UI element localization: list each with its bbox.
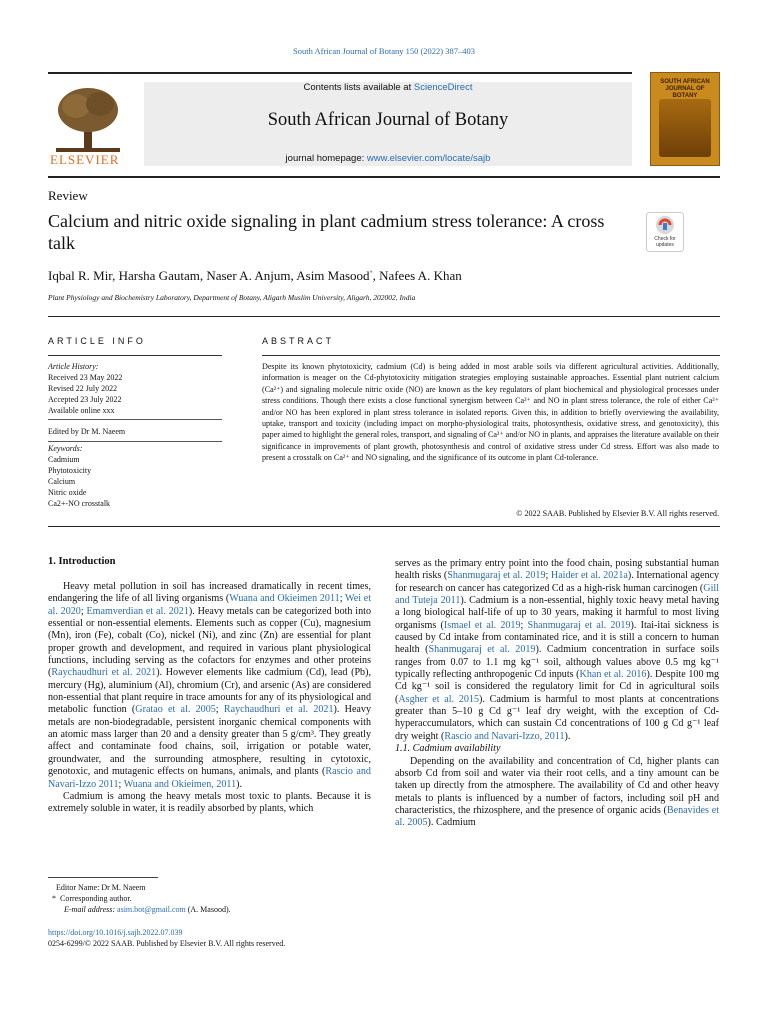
- intro-paragraph-1: [48, 581, 371, 791]
- affiliation-rule: [48, 316, 720, 317]
- paragraph-text: Depending on the availability and concentration of Cd, higher plants can absorb Cd from soil and water via their root cells, and a tiny amount can be taken up directly from the atmosphere. The availability of Cd and other heavy metals to plants is influenced by a number of factors, including soil pH and characteristics, the rhizosphere, and the presence of organic acids (: [395, 755, 719, 816]
- article-info-rule: [48, 355, 222, 356]
- abstract-copyright: © 2022 SAAB. Published by Elsevier B.V. All rights reserved.: [516, 509, 719, 518]
- body-column-right: [395, 558, 719, 830]
- keywords-block: [48, 443, 110, 509]
- paragraph-text: ;: [339, 593, 346, 605]
- contents-line: [144, 82, 632, 93]
- citation-link[interactable]: Wuana and Okieimen, 2011: [123, 778, 237, 790]
- keywords-label: Keywords:: [48, 444, 83, 453]
- keyword-item: Cadmium: [48, 455, 80, 464]
- journal-reference[interactable]: [0, 46, 768, 56]
- affiliation: Plant Physiology and Biochemistry Laboratory, Department of Botany, Aligarh Muslim University, Aligarh, 202002, India: [48, 293, 416, 302]
- abstract-text: Despite its known phytotoxicity, cadmium (Cd) is being added in most arable soils via different agricultural activities. Additionally, information is meager on the Cd-phytotoxicity mitigation strategies employing sustainable approaches. Essential plant nutrient calcium (Ca²⁺) and signaling molecule nitric oxide (NO) are known as the key regulators of plant biochemical and physiological processes under stress conditions. Though there exists a close functional synergism between Ca²⁺ and NO in plant stress tolerance, the role of either Ca²⁺ and/or NO has been explored in plant stress tolerance in isolated reports. Given this, in addition to briefly overviewing the availability, uptake, transport and toxicity (including impact on morpho-physiological traits, photosynthesis, oxidative stress, and genotoxicity), this paper aimed to highlight the general roles, transport, and signaling of Ca²⁺ and/or NO in plants, and appraises the literature available on their significance in improvements of plant growth, photosynthesis and control of oxidative stress under Cd stress. Effort was also made to present a crosstalk on Ca²⁺ and NO signaling, and the significance of its outcome in plant Cd-tolerance.: [262, 362, 719, 463]
- intro-paragraph-2: Cadmium is among the heavy metals most toxic to plants. Because it is extremely soluble in water, it is readily absorbed by plants, which: [48, 790, 371, 815]
- journal-cover-thumbnail[interactable]: [650, 72, 720, 166]
- body-rule: [48, 526, 720, 527]
- history-revised: Revised 22 July 2022: [48, 384, 118, 393]
- citation-link[interactable]: Raychaudhuri et al. 2021: [223, 704, 334, 716]
- cover-art: [659, 99, 711, 157]
- footnote-corr-mark: *: [52, 894, 56, 903]
- keyword-item: Phytotoxicity: [48, 466, 92, 475]
- citation-link[interactable]: Rascio and Navari-Izzo 2011: [48, 766, 371, 790]
- header-top-rule: [48, 72, 632, 74]
- journal-title: South African Journal of Botany: [267, 110, 509, 130]
- subsection-heading: 1.1. Cadmium availability: [395, 743, 501, 755]
- keyword-item: Ca2+-NO crosstalk: [48, 499, 111, 508]
- paragraph-text: ).: [236, 778, 243, 790]
- homepage-prefix: journal homepage:: [285, 153, 367, 164]
- citation-link[interactable]: Wei et al. 2020: [48, 593, 372, 617]
- footnote-corresponding: [48, 893, 231, 904]
- article-title: Calcium and nitric oxide signaling in plant cadmium stress tolerance: A cross talk: [48, 211, 605, 253]
- paragraph-text: ). However elements like cadmium (Cd), lead (Pb), mercury (Hg), aluminium (Al), chromium (Cr), and arsenic (As) are considered non-essential that plant require in trace amounts for any of its physiological and metabolic function (: [48, 667, 371, 716]
- paragraph-text: ). Cadmium is a non-essential, highly toxic heavy metal having a long biological half-life of up to 30 years, making it harmful to most living organisms (: [395, 595, 720, 631]
- intro-paragraph-continued: [395, 558, 719, 743]
- keyword-item: Calcium: [48, 477, 76, 486]
- header-bottom-rule: [48, 176, 720, 178]
- authors-rest: , Nafees A. Khan: [372, 268, 462, 283]
- citation-link[interactable]: Shanmugaraj et al. 2019: [447, 570, 546, 582]
- citation-link[interactable]: Wuana and Okieimen 2011: [229, 593, 340, 605]
- sciencedirect-link[interactable]: ScienceDirect: [413, 82, 473, 93]
- corresponding-author-mark[interactable]: *: [369, 270, 373, 277]
- authors-main: Iqbal R. Mir, Harsha Gautam, Naser A. Anjum, Asim Masood: [48, 268, 370, 283]
- citation-link[interactable]: Haider et al. 2021a: [550, 570, 628, 582]
- citation-link[interactable]: Ismael et al. 2019: [443, 619, 521, 631]
- doi-block: [48, 927, 285, 949]
- doi-link[interactable]: https://doi.org/10.1016/j.sajb.2022.07.039: [48, 928, 183, 937]
- journal-homepage: [144, 153, 632, 164]
- issn-line: 0254-6299/© 2022 SAAB. Published by Elsevier B.V. All rights reserved.: [48, 939, 286, 948]
- body-column-left: [48, 581, 371, 816]
- history-rule: [48, 419, 222, 420]
- paragraph-text: ;: [80, 605, 87, 617]
- citation-link[interactable]: Raychaudhuri et al. 2021: [51, 667, 157, 679]
- email-link[interactable]: asim.bot@gmail.com: [117, 905, 186, 914]
- editor-rule: [48, 441, 222, 442]
- contents-prefix: Contents lists available at: [303, 82, 414, 93]
- email-owner: (A. Masood).: [185, 905, 231, 914]
- citation-link[interactable]: Shanmugaraj et al. 2019: [428, 644, 536, 656]
- history-label: Article History:: [48, 362, 99, 371]
- citation-link[interactable]: Asgher et al. 2015: [398, 693, 480, 705]
- paragraph-text: ). Heavy metals are non-biodegradable, persistent inorganic chemical components with an atomic mass larger than 20 and a density greater than 5 g/cm³. They greatly affect and contaminate food chains, soil, irrigation or potable water, groundwater, and the surrounding atmosphere, resulting in cytotoxic, genotoxic, and mutagenic effects on humans, animals, and plants (: [48, 704, 371, 778]
- paragraph-text: serves as the primary entry point into the food chain, posing substantial human health risks (: [395, 558, 719, 582]
- history-accepted: Accepted 23 July 2022: [48, 395, 122, 404]
- check-for-updates-label: Check for updates: [654, 236, 676, 248]
- citation-link[interactable]: Benavides et al. 2005: [395, 804, 720, 829]
- history-online: Available online xxx: [48, 406, 115, 415]
- check-for-updates-badge[interactable]: [646, 212, 684, 252]
- abstract-heading: ABSTRACT: [262, 336, 335, 346]
- footnote-rule: [48, 877, 158, 878]
- paragraph-text: ). Cadmium: [427, 817, 476, 829]
- citation-link[interactable]: Rascio and Navari-Izzo, 2011: [444, 730, 565, 742]
- article-history: [48, 361, 122, 416]
- journal-reference-link[interactable]: South African Journal of Botany 150 (2022) 387–403: [292, 46, 476, 56]
- elsevier-wordmark: ELSEVIER: [50, 152, 120, 167]
- article-info-heading: ARTICLE INFO: [48, 336, 146, 346]
- citation-link[interactable]: Emamverdian et al. 2021: [86, 605, 189, 617]
- paragraph-text: ). Cadmium is harmful to most plants at concentrations greater than 5–10 g Cd g⁻¹ leaf dry weight, with the exception of Cd-hyperaccumulators, which can sustain Cd concentrations of 100 g Cd g⁻¹ leaf dry weight (: [395, 693, 719, 742]
- paragraph-text: ). Heavy metals can be categorized both into essential or non-essential elements. Elements such as copper (Cu), magnesium (Mn), iron (Fe), cobalt (Co), nickel (Ni), and zinc (Zn) are essential for plant proper growth and development, and required in various plant physiological functions, including serving as the cofactors for enzymes and other proteins (: [48, 605, 372, 679]
- paragraph-text: ;: [215, 704, 224, 716]
- footnote-editor: Editor Name: Dr M. Naeem: [56, 883, 146, 892]
- footnote-email: [48, 904, 231, 915]
- history-received: Received 23 May 2022: [48, 373, 123, 382]
- paragraph-text: ). Despite 100 mg Cd kg⁻¹ soil is considered the regulatory limit for Cd in agricultural soils (: [395, 669, 720, 705]
- citation-link[interactable]: Gratao et al. 2005: [135, 704, 216, 716]
- paragraph-text: ). Cadmium concentration in surface soils ranges from 0.07 to 1.1 mg kg⁻¹ soil, although values above 0.5 mg kg⁻¹ typically reflecting anthropogenic Cd inputs (: [395, 644, 719, 681]
- paragraph-text: ;: [545, 570, 551, 582]
- edited-by: Edited by Dr M. Naeem: [48, 427, 126, 436]
- email-label: E-mail address:: [64, 905, 118, 914]
- author-list: [48, 268, 462, 284]
- footnotes: [48, 882, 231, 915]
- paragraph-text: ).: [564, 730, 571, 742]
- keyword-item: Nitric oxide: [48, 488, 87, 497]
- paragraph-text: ;: [520, 619, 528, 631]
- paragraph-text: ). International agency for research on cancer has categorized Cd as a high-risk human carcinogen (: [395, 570, 720, 594]
- abstract-rule: [262, 355, 720, 356]
- introduction-heading: 1. Introduction: [48, 556, 116, 567]
- footnote-corr-text: Corresponding author.: [60, 894, 132, 903]
- citation-link[interactable]: Gill and Tuteja 2011: [395, 582, 719, 607]
- availability-paragraph: [395, 756, 719, 830]
- citation-link[interactable]: Khan et al. 2016: [579, 669, 647, 681]
- paragraph-text: ). Itai-itai sickness is caused by Cd intake from contaminated rice, and it is still a concern to human health (: [395, 619, 719, 656]
- paragraph-text: Heavy metal pollution in soil has increased dramatically in recent times, endangering the life of all living organisms (: [48, 581, 371, 605]
- citation-link[interactable]: Shanmugaraj et al. 2019: [527, 619, 631, 631]
- paragraph-text: ;: [118, 778, 124, 790]
- homepage-link[interactable]: www.elsevier.com/locate/sajb: [366, 153, 491, 164]
- article-type: Review: [48, 188, 88, 203]
- cover-title: SOUTH AFRICAN JOURNAL OF BOTANY: [660, 79, 710, 99]
- elsevier-logo: [48, 80, 128, 170]
